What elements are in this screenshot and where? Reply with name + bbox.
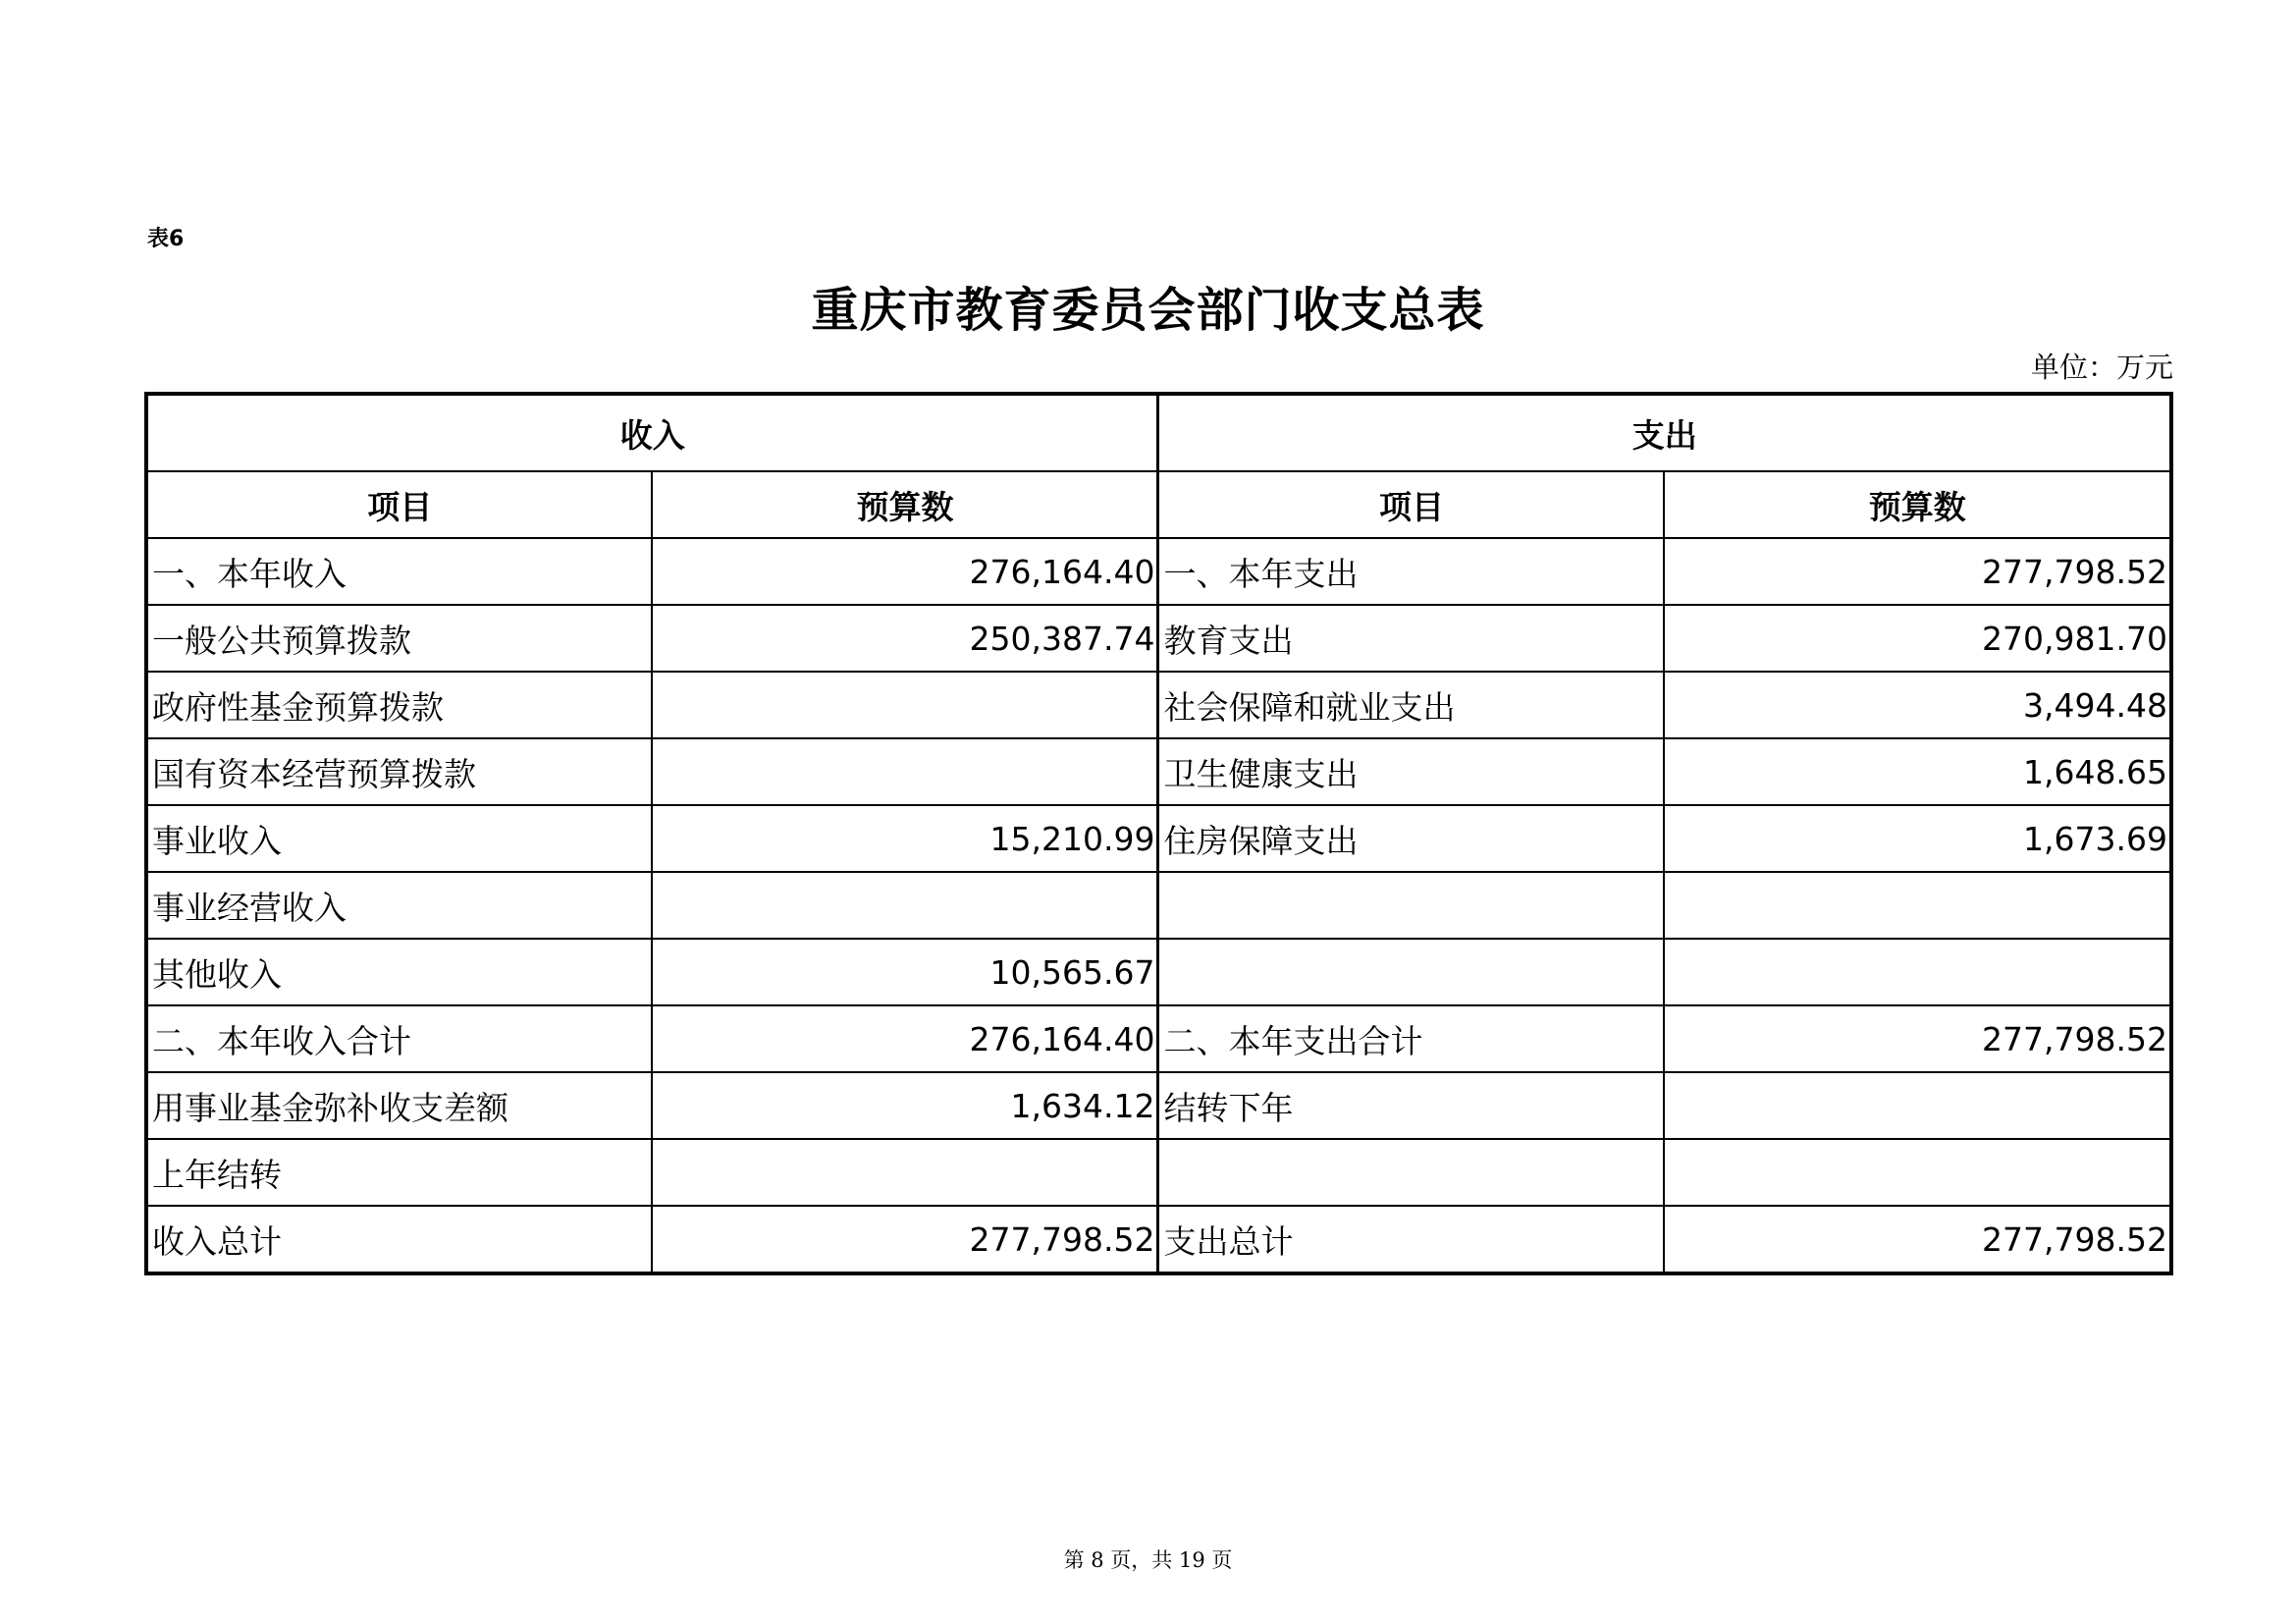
table-row bbox=[146, 1005, 2171, 1072]
expenditure-amount-cell: 3,494.48 bbox=[1664, 672, 2171, 738]
expenditure-item-cell: 住房保障支出 bbox=[1158, 805, 1664, 872]
table-row bbox=[146, 1206, 2171, 1273]
page-footer: 第 8 页，共 19 页 bbox=[1063, 1548, 1233, 1572]
income-item-header: 项目 bbox=[146, 471, 652, 538]
income-amount-cell bbox=[652, 1139, 1157, 1206]
income-item-cell: 用事业基金弥补收支差额 bbox=[146, 1072, 652, 1139]
income-amount-cell bbox=[652, 738, 1157, 805]
table-row bbox=[146, 605, 2171, 672]
expenditure-amount-cell bbox=[1664, 872, 2171, 939]
income-amount-header: 预算数 bbox=[652, 471, 1157, 538]
expenditure-item-cell: 一、本年支出 bbox=[1158, 538, 1664, 605]
expenditure-item-cell: 结转下年 bbox=[1158, 1072, 1664, 1139]
income-amount-cell: 277,798.52 bbox=[652, 1206, 1157, 1273]
expenditure-amount-cell: 270,981.70 bbox=[1664, 605, 2171, 672]
expenditure-item-header: 项目 bbox=[1158, 471, 1664, 538]
income-amount-cell: 10,565.67 bbox=[652, 939, 1157, 1005]
expenditure-amount-cell bbox=[1664, 939, 2171, 1005]
document-title: 重庆市教育委员会部门收支总表 bbox=[811, 283, 1485, 338]
income-item-cell: 事业经营收入 bbox=[146, 872, 652, 939]
expenditure-item-cell bbox=[1158, 872, 1664, 939]
table-row bbox=[146, 1139, 2171, 1206]
income-amount-cell: 250,387.74 bbox=[652, 605, 1157, 672]
unit-label: 单位：万元 bbox=[2030, 351, 2173, 384]
income-item-cell: 收入总计 bbox=[146, 1206, 652, 1273]
expenditure-amount-cell: 277,798.52 bbox=[1664, 1005, 2171, 1072]
expenditure-item-cell: 社会保障和就业支出 bbox=[1158, 672, 1664, 738]
table-number: 表6 bbox=[147, 227, 185, 251]
revenue-expenditure-table bbox=[144, 392, 2173, 1275]
expenditure-item-cell bbox=[1158, 939, 1664, 1005]
table-row bbox=[146, 939, 2171, 1005]
expenditure-item-cell bbox=[1158, 1139, 1664, 1206]
expenditure-item-cell: 支出总计 bbox=[1158, 1206, 1664, 1273]
income-item-cell: 一般公共预算拨款 bbox=[146, 605, 652, 672]
expenditure-amount-cell bbox=[1664, 1072, 2171, 1139]
expenditure-amount-cell: 277,798.52 bbox=[1664, 538, 2171, 605]
expenditure-group-header: 支出 bbox=[1158, 394, 2171, 471]
table-row bbox=[146, 538, 2171, 605]
income-amount-cell: 276,164.40 bbox=[652, 538, 1157, 605]
income-group-header: 收入 bbox=[146, 394, 1158, 471]
table-row bbox=[146, 805, 2171, 872]
income-amount-cell bbox=[652, 872, 1157, 939]
table-row bbox=[146, 672, 2171, 738]
income-item-cell: 其他收入 bbox=[146, 939, 652, 1005]
table-group-header-row bbox=[146, 394, 2171, 471]
income-amount-cell bbox=[652, 672, 1157, 738]
expenditure-amount-cell bbox=[1664, 1139, 2171, 1206]
income-amount-cell: 15,210.99 bbox=[652, 805, 1157, 872]
income-item-cell: 上年结转 bbox=[146, 1139, 652, 1206]
income-item-cell: 政府性基金预算拨款 bbox=[146, 672, 652, 738]
income-item-cell: 二、本年收入合计 bbox=[146, 1005, 652, 1072]
table-row bbox=[146, 1072, 2171, 1139]
expenditure-item-cell: 二、本年支出合计 bbox=[1158, 1005, 1664, 1072]
table-column-header-row bbox=[146, 471, 2171, 538]
income-amount-cell: 1,634.12 bbox=[652, 1072, 1157, 1139]
expenditure-amount-cell: 1,648.65 bbox=[1664, 738, 2171, 805]
expenditure-amount-cell: 277,798.52 bbox=[1664, 1206, 2171, 1273]
expenditure-amount-header: 预算数 bbox=[1664, 471, 2171, 538]
income-item-cell: 事业收入 bbox=[146, 805, 652, 872]
income-amount-cell: 276,164.40 bbox=[652, 1005, 1157, 1072]
table-row bbox=[146, 872, 2171, 939]
expenditure-amount-cell: 1,673.69 bbox=[1664, 805, 2171, 872]
table-row bbox=[146, 738, 2171, 805]
income-item-cell: 一、本年收入 bbox=[146, 538, 652, 605]
expenditure-item-cell: 卫生健康支出 bbox=[1158, 738, 1664, 805]
income-item-cell: 国有资本经营预算拨款 bbox=[146, 738, 652, 805]
expenditure-item-cell: 教育支出 bbox=[1158, 605, 1664, 672]
